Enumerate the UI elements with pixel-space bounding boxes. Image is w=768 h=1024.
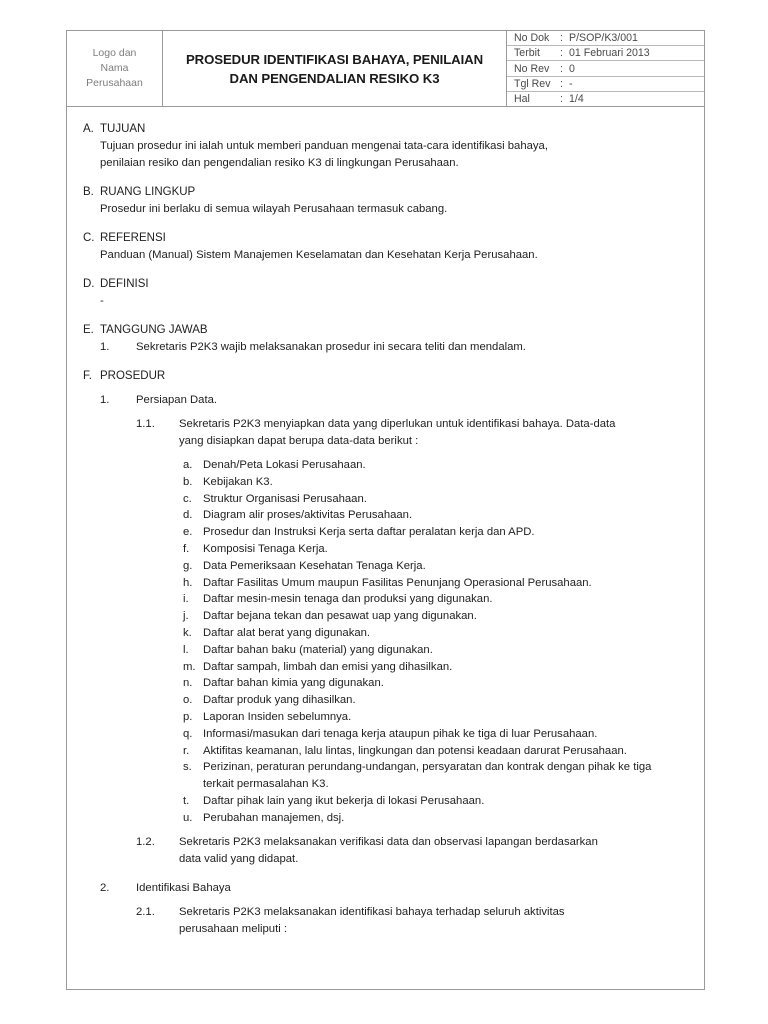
numbered-item <box>100 339 688 356</box>
numbered-item <box>100 392 688 409</box>
section-heading <box>83 184 688 201</box>
item-text: Komposisi Tenaga Kerja. <box>203 542 328 555</box>
list-item <box>183 575 688 592</box>
logo-line-3: Perusahaan <box>86 77 143 89</box>
item-text: Perubahan manajemen, dsj. <box>203 811 345 824</box>
section-paragraph-line: penilaian resiko dan pengendalian resiko K3 di lingkungan Perusahaan. <box>100 157 459 169</box>
list-item <box>183 558 688 575</box>
info-separator: : <box>560 47 563 60</box>
item-text-line-2: perusahaan meliputi : <box>179 922 288 935</box>
section-heading <box>83 276 688 293</box>
spacer <box>83 450 688 457</box>
item-marker: k. <box>183 626 192 639</box>
item-marker: p. <box>183 710 193 723</box>
item-text: Daftar pihak lain yang ikut bekerja di lokasi Perusahaan. <box>203 794 485 807</box>
item-text-line-2: yang disiapkan dapat berupa data-data berikut : <box>179 435 419 447</box>
section-title: TUJUAN <box>100 123 146 135</box>
list-item <box>183 759 688 793</box>
item-text: Informasi/masukan dari tenaga kerja ataupun pihak ke tiga di luar Perusahaan. <box>203 727 598 740</box>
section-title: REFERENSI <box>100 232 166 244</box>
section-heading <box>83 322 688 339</box>
item-marker: n. <box>183 677 193 690</box>
spacer <box>83 172 688 184</box>
info-value: 01 Februari 2013 <box>569 47 650 60</box>
item-marker: o. <box>183 694 193 707</box>
item-marker: d. <box>183 509 193 522</box>
info-key: Tgl Rev <box>514 77 551 90</box>
item-marker: m. <box>183 660 196 673</box>
document-header <box>67 31 704 107</box>
title-line-2: DAN PENGENDALIAN RESIKO K3 <box>229 70 440 86</box>
list-item <box>183 810 688 827</box>
item-marker: u. <box>183 811 193 824</box>
info-value: P/SOP/K3/001 <box>569 32 638 45</box>
section-title: RUANG LINGKUP <box>100 186 196 198</box>
list-item <box>183 642 688 659</box>
item-text: Identifikasi Bahaya <box>136 881 231 894</box>
item-text: Diagram alir proses/aktivitas Perusahaan. <box>203 509 413 522</box>
item-marker: b. <box>183 475 193 488</box>
sub-numbered-item <box>136 834 688 868</box>
item-marker: 1.1. <box>136 418 155 430</box>
item-marker: a. <box>183 459 193 471</box>
item-text: Kebijakan K3. <box>203 475 273 488</box>
info-value: 1/4 <box>569 92 584 105</box>
info-separator: : <box>560 77 563 90</box>
item-marker: h. <box>183 576 193 589</box>
item-marker: 1. <box>100 394 110 406</box>
sub-numbered-item <box>136 416 688 450</box>
list-item <box>183 457 688 474</box>
section-letter: E. <box>83 324 94 336</box>
section-letter: C. <box>83 232 95 244</box>
item-marker: e. <box>183 526 193 539</box>
item-text: Daftar bahan kimia yang digunakan. <box>203 677 384 690</box>
item-text <box>179 834 688 868</box>
item-text: Denah/Peta Lokasi Perusahaan. <box>203 459 366 471</box>
item-text: Daftar Fasilitas Umum maupun Fasilitas Penunjang Operasional Perusahaan. <box>203 576 592 589</box>
section-paragraph-line: Tujuan prosedur ini ialah untuk memberi panduan mengenai tata-cara identifikasi bahaya, <box>100 140 548 152</box>
info-row-no-dok <box>507 31 704 46</box>
item-marker: 2.1. <box>136 905 155 918</box>
item-marker: g. <box>183 559 193 572</box>
spacer <box>83 264 688 276</box>
title-line-1: PROSEDUR IDENTIFIKASI BAHAYA, PENILAIAN <box>185 51 483 67</box>
item-text-line-2: data valid yang didapat. <box>179 852 299 865</box>
list-item <box>183 507 688 524</box>
document-title-cell <box>163 31 507 106</box>
document-title <box>186 50 483 88</box>
sub-numbered-item <box>136 904 688 938</box>
item-marker: l. <box>183 643 189 656</box>
item-marker: i. <box>183 593 189 606</box>
section-title: DEFINISI <box>100 278 149 290</box>
info-key: No Dok <box>514 32 550 45</box>
item-text: Data Pemeriksaan Kesehatan Tenaga Kerja. <box>203 559 426 572</box>
item-text: Laporan Insiden sebelumnya. <box>203 710 352 723</box>
alpha-list <box>83 457 688 827</box>
item-text-line-1: Sekretaris P2K3 menyiapkan data yang diperlukan untuk identifikasi bahaya. Data-data <box>179 418 616 430</box>
item-marker: 1.2. <box>136 835 155 848</box>
numbered-item <box>100 880 688 897</box>
item-marker: f. <box>183 542 190 555</box>
section-heading <box>83 121 688 138</box>
section-title: TANGGUNG JAWAB <box>100 324 208 336</box>
section-heading <box>83 230 688 247</box>
section-title: PROSEDUR <box>100 370 166 382</box>
info-key: Terbit <box>514 47 540 60</box>
item-text: Daftar bejana tekan dan pesawat uap yang digunakan. <box>203 610 477 623</box>
info-row-no-rev <box>507 61 704 76</box>
list-item <box>183 608 688 625</box>
list-item <box>183 709 688 726</box>
section-paragraph-line: Prosedur ini berlaku di semua wilayah Perusahaan termasuk cabang. <box>100 203 448 215</box>
item-marker: j. <box>183 610 189 623</box>
item-marker: t. <box>183 794 190 807</box>
section-letter: F. <box>83 370 92 382</box>
spacer <box>83 356 688 368</box>
list-item <box>183 793 688 810</box>
info-separator: : <box>560 62 563 75</box>
item-text <box>179 416 688 450</box>
section-letter: A. <box>83 123 94 135</box>
section-letter: B. <box>83 186 94 198</box>
list-item <box>183 726 688 743</box>
section-letter: D. <box>83 278 95 290</box>
spacer <box>83 385 688 392</box>
item-marker: 2. <box>100 881 110 894</box>
list-item <box>183 524 688 541</box>
list-item <box>183 474 688 491</box>
item-text: Daftar produk yang dihasilkan. <box>203 694 356 707</box>
item-marker: 1. <box>100 341 110 353</box>
item-text-line-1: Sekretaris P2K3 melaksanakan verifikasi data dan observasi lapangan berdasarkan <box>179 835 598 848</box>
info-value: - <box>569 77 573 90</box>
info-key: No Rev <box>514 62 550 75</box>
info-separator: : <box>560 92 563 105</box>
item-text-line-1: Sekretaris P2K3 melaksanakan identifikasi bahaya terhadap seluruh aktivitas <box>179 905 565 918</box>
list-item <box>183 625 688 642</box>
item-marker: s. <box>183 761 192 774</box>
item-text: Aktifitas keamanan, lalu lintas, lingkungan dan potensi keadaan darurat Perusahaan. <box>203 744 627 757</box>
item-marker: c. <box>183 492 192 505</box>
section-tujuan <box>83 121 688 172</box>
item-marker: r. <box>183 744 190 757</box>
info-row-terbit <box>507 46 704 61</box>
info-value: 0 <box>569 62 575 75</box>
item-text: Daftar mesin-mesin tenaga dan produksi yang digunakan. <box>203 593 493 606</box>
info-separator: : <box>560 32 563 45</box>
section-paragraph-line: Panduan (Manual) Sistem Manajemen Keselamatan dan Kesehatan Kerja Perusahaan. <box>100 249 538 261</box>
section-prosedur <box>83 368 688 938</box>
list-item <box>183 659 688 676</box>
info-row-tgl-rev <box>507 77 704 92</box>
item-text: Persiapan Data. <box>136 394 218 406</box>
section-tanggung-jawab <box>83 322 688 356</box>
section-definisi <box>83 276 688 310</box>
spacer <box>83 897 688 904</box>
list-item <box>183 491 688 508</box>
logo-line-1: Logo dan <box>92 47 137 59</box>
list-item <box>183 692 688 709</box>
item-text: Sekretaris P2K3 wajib melaksanakan prosedur ini secara teliti dan mendalam. <box>136 341 526 353</box>
info-row-hal <box>507 92 704 106</box>
list-item <box>183 591 688 608</box>
spacer <box>83 218 688 230</box>
section-referensi <box>83 230 688 264</box>
list-item <box>183 743 688 760</box>
item-text: Daftar alat berat yang digunakan. <box>203 626 371 639</box>
item-text: Prosedur dan Instruksi Kerja serta daftar peralatan kerja dan APD. <box>203 526 535 539</box>
section-paragraph-line: - <box>100 295 104 307</box>
document-page <box>66 30 705 990</box>
logo-cell <box>67 31 163 106</box>
item-text: Struktur Organisasi Perusahaan. <box>203 492 367 505</box>
logo-line-2: Nama <box>100 62 129 74</box>
spacer <box>83 409 688 416</box>
spacer <box>83 827 688 834</box>
item-text: Daftar bahan baku (material) yang digunakan. <box>203 643 433 656</box>
info-key: Hal <box>514 92 530 105</box>
item-text <box>179 904 688 938</box>
spacer <box>83 310 688 322</box>
item-text: Perizinan, peraturan perundang-undangan, persyaratan dan kontrak dengan pihak ke tiga terkait permasalahan K3. <box>203 761 652 791</box>
item-marker: q. <box>183 727 193 740</box>
spacer <box>83 868 688 880</box>
section-heading <box>83 368 688 385</box>
list-item <box>183 541 688 558</box>
item-text: Daftar sampah, limbah dan emisi yang dihasilkan. <box>203 660 453 673</box>
section-ruang-lingkup <box>83 184 688 218</box>
document-body <box>67 107 704 938</box>
list-item <box>183 675 688 692</box>
document-info-table <box>507 31 704 106</box>
